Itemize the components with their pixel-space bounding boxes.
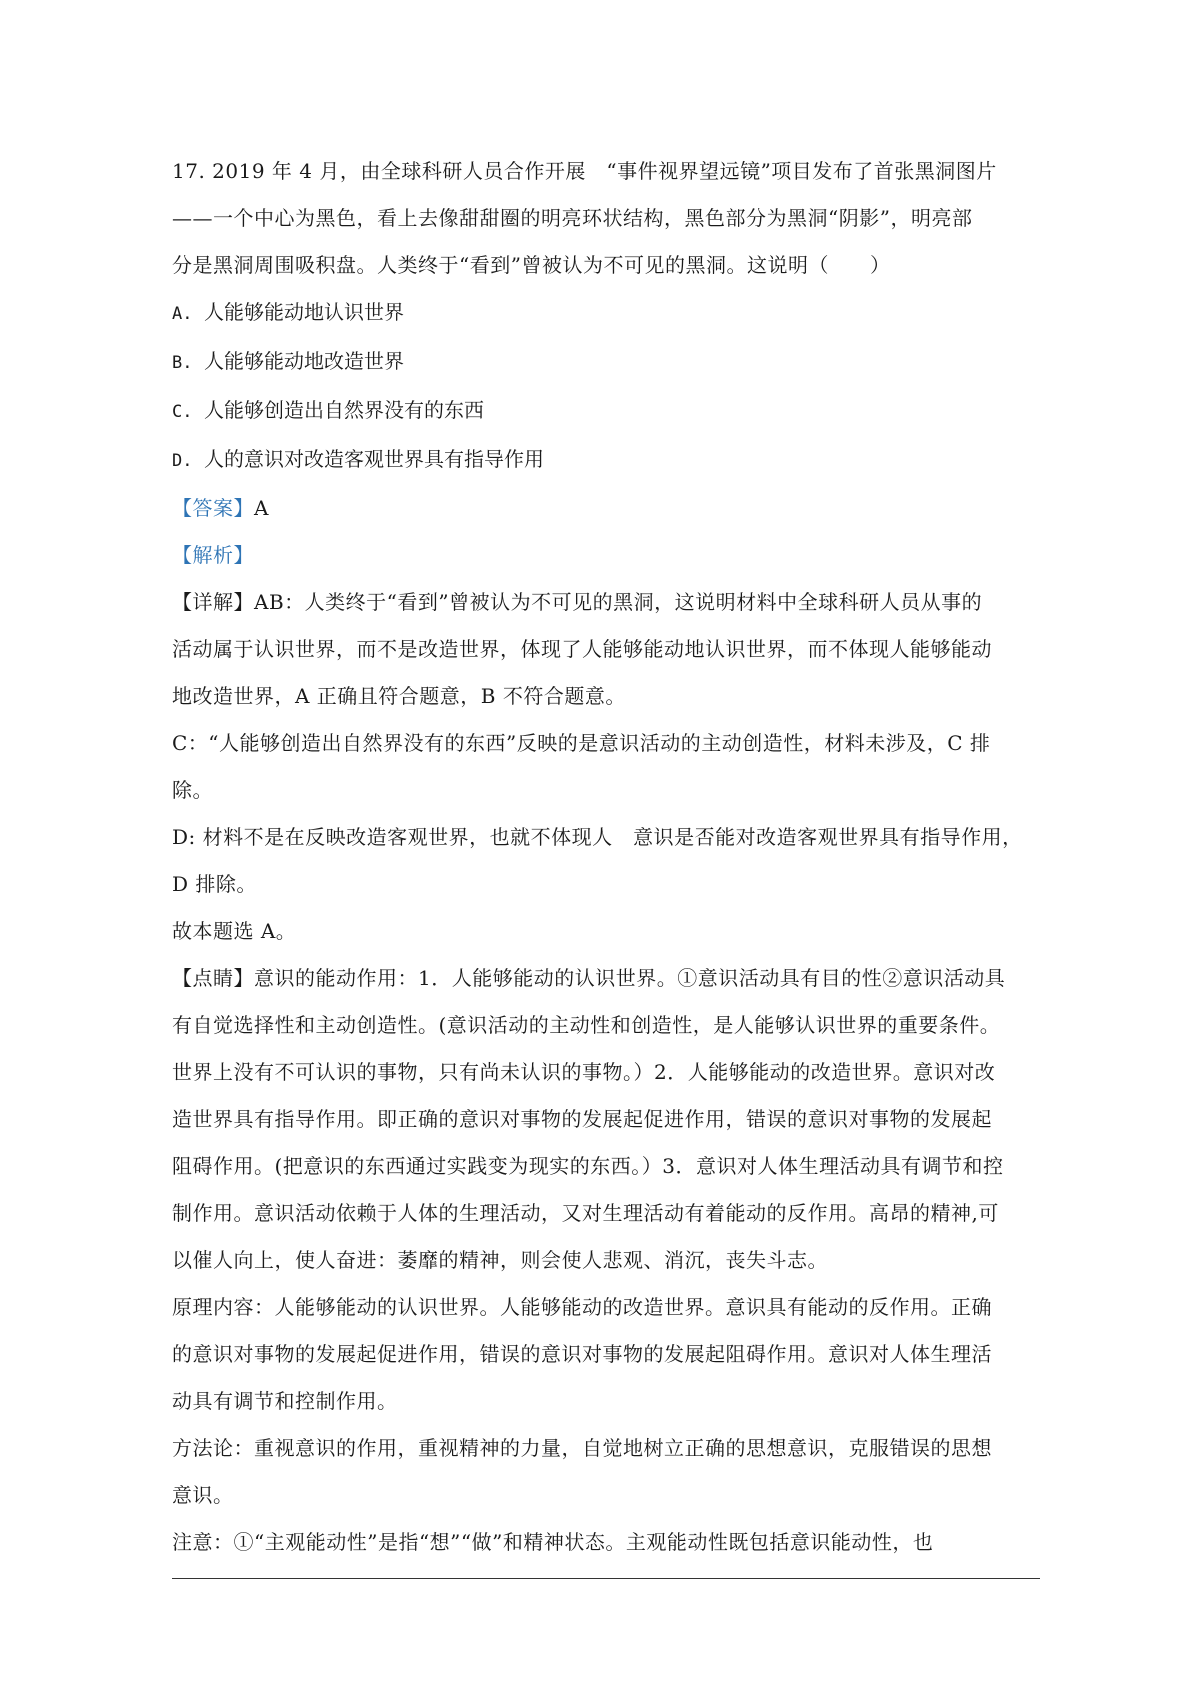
option-text: 人能够能动地认识世界: [204, 300, 404, 324]
question-line: ——一个中心为黑色，看上去像甜甜圈的明亮环状结构，黑色部分为黑洞“阴影”，明亮部: [172, 206, 973, 230]
option-letter: A.: [172, 304, 193, 324]
explanation-line: 动具有调节和控制作用。: [172, 1389, 398, 1413]
explanation-line: 以催人向上，使人奋进：萎靡的精神，则会使人悲观、消沉，丧失斗志。: [172, 1248, 828, 1272]
document-page: [172, 148, 1040, 1566]
option-text: 人能够能动地改造世界: [204, 349, 404, 373]
option-text: 人能够创造出自然界没有的东西: [204, 398, 484, 422]
answer-value: A: [254, 496, 269, 520]
explanation-line: 制作用。意识活动依赖于人体的生理活动，又对生理活动有着能动的反作用。高昂的精神,可: [172, 1201, 999, 1225]
option-b: [172, 338, 1040, 387]
question-line: 分是黑洞周围吸积盘。人类终于“看到”曾被认为不可见的黑洞。这说明（ ）: [172, 253, 891, 277]
explanation-line: 方法论：重视意识的作用，重视精神的力量，自觉地树立正确的思想意识，克服错误的思想: [172, 1436, 992, 1460]
question-stem: [172, 148, 1040, 289]
explanation-line: 的意识对事物的发展起促进作用，错误的意识对事物的发展起阻碍作用。意识对人体生理活: [172, 1342, 992, 1366]
analysis-line: [172, 532, 1040, 579]
explanation-line: D 排除。: [172, 872, 257, 896]
explanation-line: 阻碍作用。(把意识的东西通过实践变为现实的东西。）3．意识对人体生理活动具有调节和控: [172, 1154, 1004, 1178]
analysis-tag: 【解析】: [172, 543, 254, 567]
explanation-line: D: 材料不是在反映改造客观世界，也就不体现人 意识是否能对改造客观世界具有指导作用，: [172, 825, 1023, 849]
option-letter: D.: [172, 451, 193, 471]
explanation-line: 有自觉选择性和主动创造性。(意识活动的主动性和创造性，是人能够认识世界的重要条件。: [172, 1013, 1001, 1037]
option-d: [172, 436, 1040, 485]
explanation-line: 【点睛】意识的能动作用：1．人能够能动的认识世界。①意识活动具有目的性②意识活动具: [172, 966, 1006, 990]
explanation-line: 原理内容：人能够能动的认识世界。人能够能动的改造世界。意识具有能动的反作用。正确: [172, 1295, 992, 1319]
option-letter: B.: [172, 353, 193, 373]
explanation-line: 造世界具有指导作用。即正确的意识对事物的发展起促进作用，错误的意识对事物的发展起: [172, 1107, 992, 1131]
explanation-line: 注意：①“主观能动性”是指“想”“做”和精神状态。主观能动性既包括意识能动性，也: [172, 1530, 934, 1554]
option-a: [172, 289, 1040, 338]
option-letter: C.: [172, 402, 193, 422]
explanation-line: C：“人能够创造出自然界没有的东西”反映的是意识活动的主动创造性，材料未涉及，C 排: [172, 731, 991, 755]
explanation-line: 故本题选 A。: [172, 919, 297, 943]
explanation-body: [172, 579, 1040, 1566]
answer-line: [172, 485, 1040, 532]
option-list: [172, 289, 1040, 485]
question-line: 17. 2019 年 4 月，由全球科研人员合作开展 “事件视界望远镜”项目发布了首张黑洞图片: [172, 159, 997, 183]
answer-tag: 【答案】: [172, 496, 254, 520]
option-text: 人的意识对改造客观世界具有指导作用: [204, 447, 544, 471]
explanation-line: 地改造世界，A 正确且符合题意，B 不符合题意。: [172, 684, 626, 708]
explanation-line: 【详解】AB：人类终于“看到”曾被认为不可见的黑洞，这说明材料中全球科研人员从事的: [172, 590, 983, 614]
explanation-line: 除。: [172, 778, 213, 802]
explanation-line: 意识。: [172, 1483, 234, 1507]
explanation-line: 活动属于认识世界，而不是改造世界，体现了人能够能动地认识世界，而不体现人能够能动: [172, 637, 992, 661]
option-c: [172, 387, 1040, 436]
footer-divider: [172, 1578, 1040, 1579]
explanation-line: 世界上没有不可认识的事物，只有尚未认识的事物。）2．人能够能动的改造世界。意识对改: [172, 1060, 996, 1084]
